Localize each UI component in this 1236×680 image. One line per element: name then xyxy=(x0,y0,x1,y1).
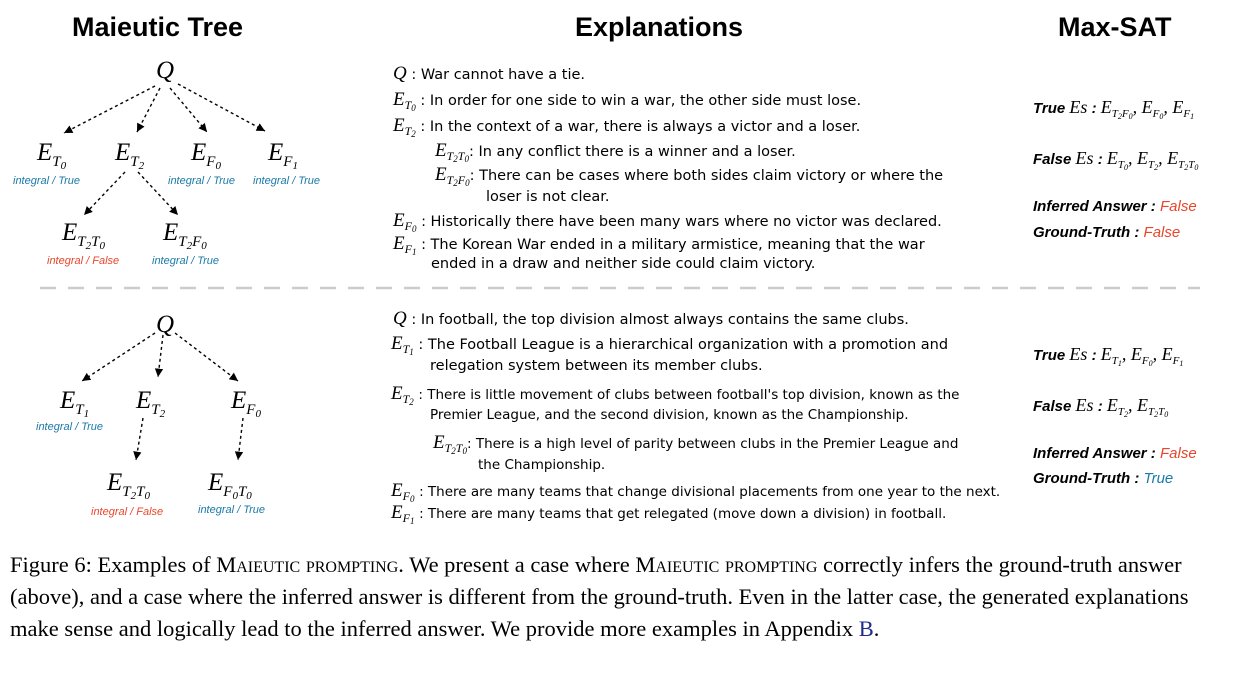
sat2-gt: Ground-Truth : True xyxy=(1033,470,1174,487)
edge2-q-ef0 xyxy=(175,333,238,381)
exp1-ef1-cont: ended in a draw and neither side could claim victory. xyxy=(431,256,816,272)
exp1-ef1: $E_{F_1}$ : The Korean War ended in a military armistice, meaning that the war xyxy=(393,233,925,257)
explanations-header: Explanations xyxy=(575,12,744,42)
tree1-et2f0: $E_{T_2F_0}$ xyxy=(163,219,207,252)
sat1-gt-value: False xyxy=(1143,224,1181,241)
exp1-et2f0-cont: loser is not clear. xyxy=(486,189,610,205)
tree2-et2t0-tag: integral / False xyxy=(91,506,164,518)
exp2-et1: $E_{T_1}$ : The Football League is a hierarchical organization with a promotion and xyxy=(391,333,949,357)
exp1-et2f0: $E_{T_2F_0}$: There can be cases where both sides claim victory or where the xyxy=(435,164,944,188)
exp2-et2t0: $E_{T_2T_0}$: There is a high level of parity between clubs in the Premier League and xyxy=(433,432,959,456)
exp2-q: Q : In football, the top division almost always contains the same clubs. xyxy=(393,308,909,329)
tree2-ef0t0-tag: integral / True xyxy=(198,504,266,516)
edge2-q-et2 xyxy=(158,335,163,377)
sat1-inferred-value: False xyxy=(1159,198,1197,215)
edge-et2-et2t0 xyxy=(84,172,125,215)
tree1-et2: $E_{T_2}$ xyxy=(115,139,145,172)
tree2-ef0: $E_{F_0}$ xyxy=(231,387,261,420)
figure-caption: Figure 6: Examples of Maieutic prompting. We present a case where Maieutic prompting correctly infers the ground-truth answer (above), and a case where the inferred answer is different from the ground-truth. Even in the latter case, the generated explanations make sense and logically lead to the inferred answer. We provide more examples in Appendix B. xyxy=(10,552,1189,641)
edge-q-ef0 xyxy=(170,88,207,132)
exp1-et2t0: $E_{T_2T_0}$: In any conflict there is a winner and a loser. xyxy=(435,140,796,164)
tree1-q: Q xyxy=(156,57,175,84)
tree2-et1: $E_{T_1}$ xyxy=(60,387,90,420)
exp1-q: Q : War cannot have a tie. xyxy=(393,63,586,84)
exp2-et1-cont: relegation system between its member clubs. xyxy=(430,358,763,374)
sat2-false-es: False Es : $E_{T_2}$, $E_{T_2T_0}$ xyxy=(1033,395,1169,419)
exp1-et0: $E_{T_0}$ : In order for one side to win a war, the other side must lose. xyxy=(393,89,862,113)
tree2-q: Q xyxy=(156,311,175,338)
edge2-ef0-ef0t0 xyxy=(238,418,243,460)
sat1-gt: Ground-Truth : False xyxy=(1033,224,1181,241)
tree1-et0-tag: integral / True xyxy=(13,175,81,187)
exp1-ef0: $E_{F_0}$ : Historically there have been many wars where no victor was declared. xyxy=(393,210,942,234)
exp2-ef0: $E_{F_0}$ : There are many teams that change divisional placements from one year to the next. xyxy=(391,480,1001,504)
maxsat-header: Max-SAT xyxy=(1058,12,1172,42)
tree1-et2f0-tag: integral / True xyxy=(152,255,220,267)
exp2-et2t0-cont: the Championship. xyxy=(478,457,606,473)
tree2-et2: $E_{T_2}$ xyxy=(136,387,166,420)
tree1-et0: $E_{T_0}$ xyxy=(37,139,67,172)
sat2-inferred: Inferred Answer : False xyxy=(1033,445,1197,462)
edge-q-ef1 xyxy=(178,84,265,131)
exp1-et2: $E_{T_2}$ : In the context of a war, there is always a victor and a loser. xyxy=(393,115,861,139)
tree1-et2t0: $E_{T_2T_0}$ xyxy=(62,219,105,252)
exp2-ef1: $E_{F_1}$ : There are many teams that get relegated (move down a division) in football. xyxy=(391,502,947,526)
sat1-inferred: Inferred Answer : False xyxy=(1033,198,1197,215)
sat2-inferred-value: False xyxy=(1159,445,1197,462)
sat1-true-es: True Es : $E_{T_2F_0}$, $E_{F_0}$, $E_{F_1}$ xyxy=(1033,97,1195,121)
tree2-ef0t0: $E_{F_0T_0}$ xyxy=(208,469,252,502)
sat2-true-es: True Es : $E_{T_1}$, $E_{F_0}$, $E_{F_1}$ xyxy=(1033,344,1184,368)
tree2-et1-tag: integral / True xyxy=(36,421,104,433)
edge-q-et2 xyxy=(137,88,160,132)
sat1-false-es: False Es : $E_{T_0}$, $E_{T_2}$, $E_{T_2T_0}$ xyxy=(1033,148,1199,172)
edge2-q-et1 xyxy=(82,333,155,381)
tree2-et2t0: $E_{T_2T_0}$ xyxy=(107,469,150,502)
tree1-ef0-tag: integral / True xyxy=(168,175,236,187)
exp2-et2-cont: Premier League, and the second division, known as the Championship. xyxy=(430,407,909,423)
tree-header: Maieutic Tree xyxy=(72,12,244,42)
edge2-et2-et2t0 xyxy=(136,418,143,460)
tree1-ef0: $E_{F_0}$ xyxy=(191,139,221,172)
tree1-et2t0-tag: integral / False xyxy=(47,255,120,267)
exp2-et2: $E_{T_2}$ : There is little movement of clubs between football's top division, known as the xyxy=(391,383,960,407)
edge-q-et0 xyxy=(64,86,155,133)
appendix-link[interactable]: B xyxy=(858,616,874,641)
tree1-ef1: $E_{F_1}$ xyxy=(268,139,298,172)
tree1-ef1-tag: integral / True xyxy=(253,175,321,187)
sat2-gt-value: True xyxy=(1143,470,1174,487)
